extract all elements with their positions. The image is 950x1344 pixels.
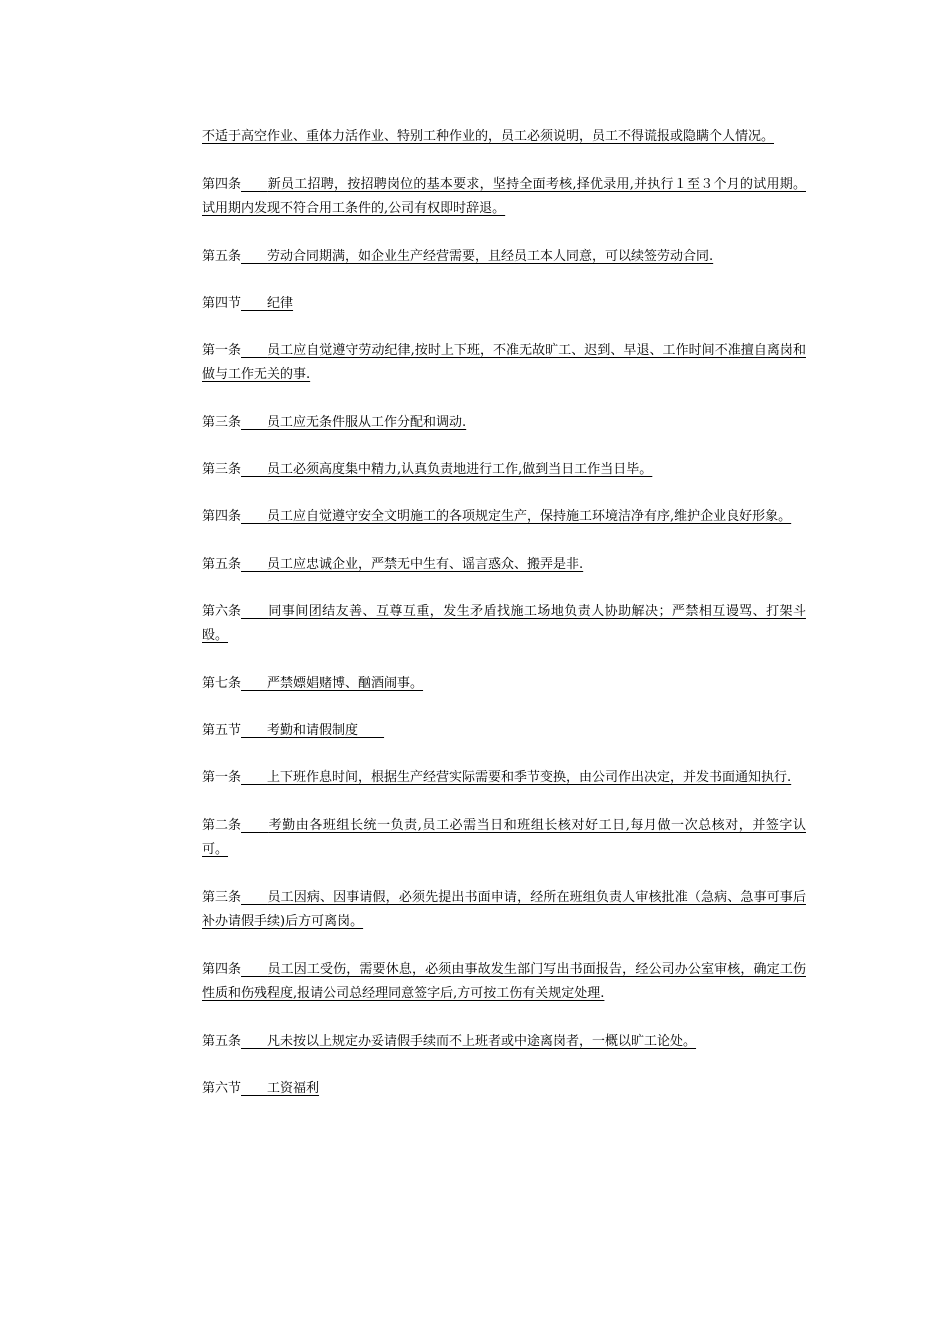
section-5-heading bbox=[202, 719, 806, 743]
paragraph-text: 劳动合同期满，如企业生产经营需要，且经员工本人同意，可以续签劳动合同. bbox=[267, 249, 714, 264]
article-label: 第一条 bbox=[202, 343, 242, 358]
article-1-schedule bbox=[202, 766, 806, 790]
section-6-heading bbox=[202, 1077, 806, 1101]
document-page bbox=[202, 125, 806, 1124]
section-title: 纪律 bbox=[267, 296, 294, 311]
paragraph-text: 员工因工受伤，需要休息，必须由事故发生部门写出书面报告，经公司办公室审核，确定工伤性质和伤残程度,报请公司总经理同意签字后,方可按工伤有关规定处理. bbox=[202, 962, 806, 1001]
paragraph-text: 上下班作息时间，根据生产经营实际需要和季节变换，由公司作出决定，并发书面通知执行. bbox=[267, 770, 792, 785]
paragraph-text: 新员工招聘，按招聘岗位的基本要求，坚持全面考核,择优录用,并执行１至３个月的试用期。试用期内发现不符合用工条件的,公司有权即时辞退。 bbox=[202, 177, 806, 216]
article-label: 第五条 bbox=[202, 557, 242, 572]
section-label: 第四节 bbox=[202, 296, 242, 311]
paragraph-text: 员工因病、因事请假，必须先提出书面申请，经所在班组负责人审核批准（急病、急事可事后补办请假手续)后方可离岗。 bbox=[202, 890, 806, 929]
paragraph-text: 员工应自觉遵守劳动纪律,按时上下班，不准无故旷工、迟到、早退、工作时间不准擅自离岗和做与工作无关的事. bbox=[202, 343, 806, 382]
article-5-absence bbox=[202, 1030, 806, 1054]
section-4-heading bbox=[202, 292, 806, 316]
paragraph-text: 员工必须高度集中精力,认真负责地进行工作,做到当日工作当日毕。 bbox=[267, 462, 653, 477]
article-4-safety bbox=[202, 505, 806, 529]
paragraph-text: 员工应忠诚企业，严禁无中生有、谣言惑众、搬弄是非. bbox=[267, 557, 584, 572]
article-label: 第一条 bbox=[202, 770, 242, 785]
section-title: 工资福利 bbox=[267, 1081, 320, 1096]
article-6-colleagues bbox=[202, 600, 806, 648]
article-label: 第七条 bbox=[202, 676, 242, 691]
article-label: 第六条 bbox=[202, 604, 242, 619]
section-title: 考勤和请假制度 bbox=[267, 723, 385, 738]
section-label: 第五节 bbox=[202, 723, 242, 738]
article-3-assignment bbox=[202, 411, 806, 435]
article-label: 第三条 bbox=[202, 890, 242, 905]
article-7-prohibitions bbox=[202, 672, 806, 696]
section-label: 第六节 bbox=[202, 1081, 242, 1096]
article-label: 第二条 bbox=[202, 818, 242, 833]
paragraph-text: 不适于高空作业、重体力活作业、特别工种作业的，员工必须说明，员工不得谎报或隐瞒个人情况。 bbox=[202, 129, 775, 144]
article-label: 第三条 bbox=[202, 415, 242, 430]
article-3-leave bbox=[202, 886, 806, 934]
article-5-loyalty bbox=[202, 553, 806, 577]
article-1-discipline bbox=[202, 339, 806, 387]
article-4-hiring bbox=[202, 173, 806, 221]
article-label: 第四条 bbox=[202, 509, 242, 524]
paragraph-text: 同事间团结友善、互尊互重，发生矛盾找施工场地负责人协助解决；严禁相互谩骂、打架斗殴。 bbox=[202, 604, 806, 643]
paragraph-continuation bbox=[202, 125, 806, 149]
article-4-injury bbox=[202, 958, 806, 1006]
paragraph-text: 凡未按以上规定办妥请假手续而不上班者或中途离岗者，一概以旷工论处。 bbox=[267, 1034, 697, 1049]
paragraph-text: 严禁嫖娼赌博、酗酒闹事。 bbox=[267, 676, 424, 691]
article-label: 第五条 bbox=[202, 249, 242, 264]
paragraph-text: 员工应无条件服从工作分配和调动. bbox=[267, 415, 467, 430]
article-5-contract bbox=[202, 245, 806, 269]
article-label: 第四条 bbox=[202, 177, 242, 192]
article-2-attendance bbox=[202, 814, 806, 862]
article-label: 第三条 bbox=[202, 462, 242, 477]
paragraph-text: 员工应自觉遵守安全文明施工的各项规定生产，保持施工环境洁净有序,维护企业良好形象。 bbox=[267, 509, 792, 524]
article-label: 第五条 bbox=[202, 1034, 242, 1049]
paragraph-text: 考勤由各班组长统一负责,员工必需当日和班组长核对好工日,每月做一次总核对，并签字认可。 bbox=[202, 818, 806, 857]
article-label: 第四条 bbox=[202, 962, 242, 977]
article-3-focus bbox=[202, 458, 806, 482]
